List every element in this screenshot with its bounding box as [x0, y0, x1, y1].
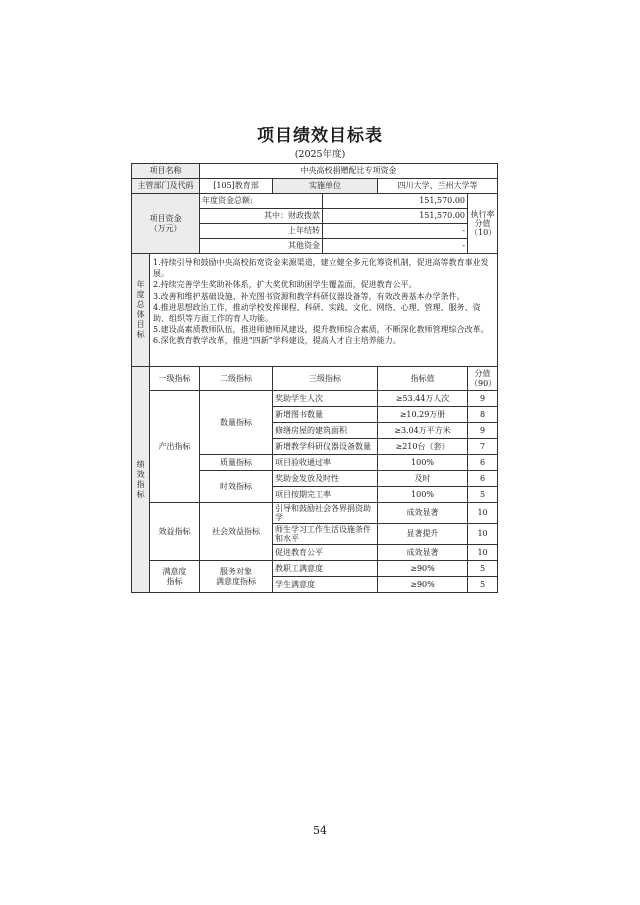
page-title: 项目绩效目标表 — [257, 126, 383, 146]
dept-value: [105]教育部 — [200, 179, 273, 194]
indicator-level3: 奖助学生人次 — [273, 391, 378, 407]
indicator-score: 5 — [468, 487, 498, 503]
dept-label: 主管部门及代码 — [132, 179, 200, 194]
funds-row-label: 其他资金 — [200, 239, 323, 254]
indicator-score: 8 — [468, 407, 498, 423]
funds-label: 项目资金 （万元） — [132, 194, 200, 254]
indicator-level1: 产出指标 — [150, 391, 200, 503]
indicator-value: ≥210台（套） — [378, 439, 468, 455]
page-number: 54 — [313, 824, 327, 837]
indicator-level3: 师生学习工作生活设施条件和水平 — [273, 524, 378, 545]
indicator-level3: 促进教育公平 — [273, 545, 378, 561]
indicator-value: ≥90% — [378, 577, 468, 593]
indicators-label: 绩效指标 — [132, 367, 150, 593]
unit-label: 实施单位 — [273, 179, 378, 194]
indicator-score: 6 — [468, 471, 498, 487]
funds-row-value: - — [323, 239, 468, 254]
funds-score-label: 执行率 分值 （10） — [468, 194, 498, 254]
indicator-score: 9 — [468, 391, 498, 407]
indicator-level3: 项目按期完工率 — [273, 487, 378, 503]
indicator-level3: 新增教学科研仪器设备数量 — [273, 439, 378, 455]
indicator-level2: 质量指标 — [200, 455, 273, 471]
indicator-value: ≥3.04万平方米 — [378, 423, 468, 439]
indicator-level1: 效益指标 — [150, 503, 200, 561]
goal-item: 2.持续完善学生奖助补体系，扩大奖优和助困学生覆盖面，促进教育公平。 — [153, 280, 417, 290]
funds-row-label: 其中：财政拨款 — [200, 209, 323, 224]
indicator-level3: 引导和鼓励社会各界捐资助学 — [273, 503, 378, 524]
indicator-level1: 满意度 指标 — [150, 561, 200, 593]
goal-item: 3.改善和维护基础设施、补充图书资源和教学科研仪器设备等，有效改善基本办学条件。 — [153, 291, 465, 301]
funds-row-value: 151,570.00 — [323, 194, 468, 209]
indicator-level3: 奖助金发放及时性 — [273, 471, 378, 487]
indicator-value: 100% — [378, 487, 468, 503]
indicator-value: 显著提升 — [378, 524, 468, 545]
indicator-score: 10 — [468, 524, 498, 545]
indicator-level3: 教职工满意度 — [273, 561, 378, 577]
page-subtitle: (2025年度) — [294, 149, 346, 160]
indicator-value: 100% — [378, 455, 468, 471]
funds-row-label: 年度资金总额: — [200, 194, 323, 209]
goals-label: 年度总体目标 — [132, 254, 150, 367]
performance-table — [131, 163, 498, 593]
project-name-value: 中央高校捐赠配比专项资金 — [200, 164, 498, 179]
indicator-value: 成效显著 — [378, 545, 468, 561]
indicator-score: 7 — [468, 439, 498, 455]
header-value: 指标值 — [378, 367, 468, 391]
project-name-label: 项目名称 — [132, 164, 200, 179]
indicator-value: 成效显著 — [378, 503, 468, 524]
indicator-level2: 服务对象 满意度指标 — [200, 561, 273, 593]
indicator-score: 10 — [468, 503, 498, 524]
indicator-score: 10 — [468, 545, 498, 561]
indicator-level3: 项目验收通过率 — [273, 455, 378, 471]
indicator-score: 5 — [468, 577, 498, 593]
funds-row-value: - — [323, 224, 468, 239]
indicator-level2: 数量指标 — [200, 391, 273, 455]
goal-item: 4.推进思想政治工作，推动学校发挥课程、科研、实践、文化、网络、心理、管理、服务、资助、组织等方面工作的育人功能。 — [153, 302, 481, 323]
indicator-value: ≥53.44万人次 — [378, 391, 468, 407]
indicator-value: ≥10.29万册 — [378, 407, 468, 423]
indicator-value: 及时 — [378, 471, 468, 487]
indicator-score: 9 — [468, 423, 498, 439]
header-level2: 二级指标 — [200, 367, 273, 391]
goal-item: 6.深化教育教学改革，推进“四新”学科建设，提高人才自主培养能力。 — [153, 336, 401, 346]
header-level1: 一级指标 — [150, 367, 200, 391]
goal-item: 5.建设高素质教师队伍，推进师德师风建设，提升教师综合素质，不断深化教师管理综合改革。 — [153, 325, 489, 335]
unit-value: 四川大学、兰州大学等 — [378, 179, 498, 194]
indicator-score: 6 — [468, 455, 498, 471]
indicator-level2: 时效指标 — [200, 471, 273, 503]
goals-content — [150, 254, 498, 367]
indicator-level3: 修缮房屋的建筑面积 — [273, 423, 378, 439]
header-level3: 三级指标 — [273, 367, 378, 391]
funds-row-value: 151,570.00 — [323, 209, 468, 224]
indicator-level3: 学生满意度 — [273, 577, 378, 593]
indicator-score: 5 — [468, 561, 498, 577]
indicator-level2: 社会效益指标 — [200, 503, 273, 561]
funds-row-label: 上年结转 — [200, 224, 323, 239]
goal-item: 1.持续引导和鼓励中央高校拓宽资金来源渠道，建立健全多元化筹资机制，促进高等教育事业发展。 — [153, 258, 489, 279]
indicator-level3: 新增图书数量 — [273, 407, 378, 423]
indicator-value: ≥90% — [378, 561, 468, 577]
header-score: 分值 （90） — [468, 367, 498, 391]
